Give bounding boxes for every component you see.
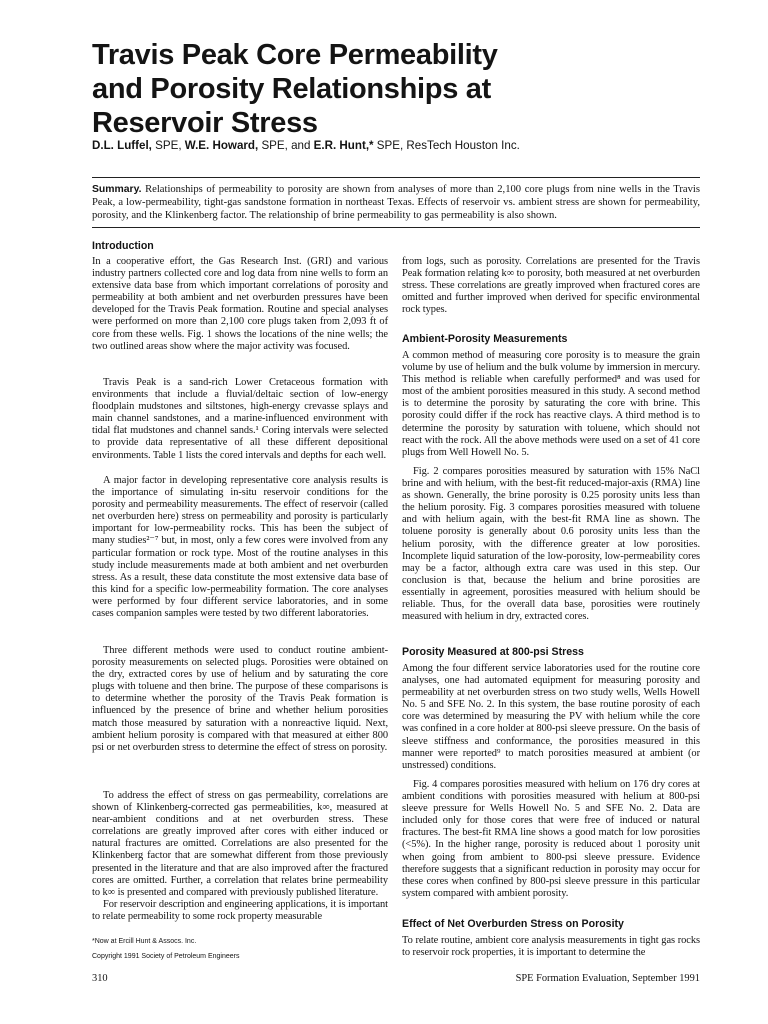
- net-overburden-paragraph-1: To relate routine, ambient core analysis measurements in tight gas rocks to reservoir rock properties, it is important to determine the: [402, 935, 700, 959]
- author-2-name: W.E. Howard,: [184, 139, 259, 152]
- right-paragraph-1: from logs, such as porosity. Correlations are presented for the Travis Peak formation relating k∞ to porosity, both measured at net overburden stress. These correlations are greatly improved when fractured cores are omitted and further improved when derived for specific environmental rock types.: [402, 256, 700, 316]
- summary: [92, 183, 700, 223]
- heading-introduction: Introduction: [92, 240, 154, 252]
- intro-paragraph-6: For reservoir description and engineering applications, it is important to relate permeability to some rock property measurable: [92, 899, 388, 923]
- summary-bottom-rule: [92, 227, 700, 228]
- footnote: *Now at Ercill Hunt & Assocs. Inc.: [92, 938, 197, 945]
- intro-paragraph-5: To address the effect of stress on gas permeability, correlations are shown of Klinkenberg-corrected gas permeabilities, k∞, measured at near-ambient conditions and at net overburden stress. These correlations are greatly improved after cores with either induced or natural fractures are omitted. Correlations are also presented for the Klinkenberg factor that are somewhat different from those previously presented in the literature and that are also improved after the fractured cores are omitted. Further, a correlation that relates brine permeability to k∞ is presented and compared with previously published literature.: [92, 790, 388, 898]
- intro-paragraph-2: Travis Peak is a sand-rich Lower Cretaceous formation with environments that include a fluvial/deltaic section of low-energy floodplain mudstones and siltstones, high-energy crevasse splays and main channel sandstones, and a marine-influenced environment with tidal flat mudstones and channel sands.¹ Coring intervals were selected to provide data representative of all these different depositional environments. Table 1 lists the cored intervals and depths for each well.: [92, 377, 388, 461]
- ambient-paragraph-1: A common method of measuring core porosity is to measure the grain volume by use of helium and the bulk volume by immersion in mercury. This method is reliable when carefully performed⁸ and was used for most of the ambient porosities measured in this study. A second method is to determine the porosity by saturating the core with brine. This porosity could differ if the rock has reactive clays. A third method is to determine the porosity by saturation with toluene, which should not react with the rock. All the above methods were used on a set of 41 core plugs from Well Howell No. 5.: [402, 350, 700, 458]
- heading-porosity-800psi: Porosity Measured at 800-psi Stress: [402, 646, 584, 658]
- author-line: [92, 139, 732, 152]
- paper-title: [92, 38, 732, 140]
- title-line-1: Travis Peak Core Permeability: [92, 39, 498, 71]
- author-2-affiliation: SPE, and: [258, 139, 314, 152]
- author-1-affiliation: SPE,: [151, 139, 185, 152]
- journal-footer: SPE Formation Evaluation, September 1991: [515, 973, 700, 984]
- heading-net-overburden: Effect of Net Overburden Stress on Porosity: [402, 918, 624, 930]
- title-line-3: Reservoir Stress: [92, 107, 318, 139]
- author-3-affiliation: SPE, ResTech Houston Inc.: [373, 139, 520, 152]
- page-number: 310: [92, 973, 108, 984]
- heading-ambient-porosity: Ambient-Porosity Measurements: [402, 333, 568, 345]
- ambient-paragraph-2: Fig. 2 compares porosities measured by saturation with 15% NaCl brine and with helium, with the best-fit reduced-major-axis (RMA) line as shown. Generally, the brine porosity is 0.25 porosity units less than the helium porosity. Fig. 3 compares porosities measured with toluene and with helium again, with the best-fit RMA line as shown. The toluene porosity is generally about 0.6 porosity units less than the helium porosity, with the difference greater at low porosities. Incomplete liquid saturation of the low-porosity, low-permeability cores may be a factor, although extra care was used in this step. Our conclusion is that, because the helium and brine porosities are essentially in agreement, porosities measured with helium should be reliable. Thus, for the overall data base, porosities were routinely measured with helium in dry, extracted cores.: [402, 466, 700, 623]
- author-1-name: D.L. Luffel,: [92, 139, 152, 152]
- summary-text: Relationships of permeability to porosity are shown from analyses of more than 2,100 core plugs from nine wells in the Travis Peak, a low-permeability, tight-gas sandstone formation in northeast Texas. Effects of reservoir vs. ambient stress are shown for permeability, porosity, and the Klinkenberg factor. The relationship of brine permeability to gas permeability is also shown.: [92, 184, 700, 222]
- summary-top-rule: [92, 177, 700, 178]
- copyright-notice: Copyright 1991 Society of Petroleum Engineers: [92, 953, 240, 960]
- author-3-name: E.R. Hunt,*: [313, 139, 374, 152]
- porosity-800-paragraph-2: Fig. 4 compares porosities measured with helium on 176 dry cores at ambient conditions with porosities measured with helium at 800-psi sleeve pressure for Wells Howell No. 5 and SFE No. 2. Data are included only for those cores that were free of induced or natural fractures. The best-fit RMA line shows a good match for low porosities (<5%). In the higher range, porosity is reduced about 1 porosity unit when going from ambient to 800-psi sleeve pressure. Evidence therefore suggests that a significant reduction in porosity may occur for these cores when confined by 800-psi sleeve pressure in this particular system compared with ambient porosity.: [402, 779, 700, 899]
- summary-label: Summary.: [92, 184, 142, 195]
- porosity-800-paragraph-1: Among the four different service laboratories used for the routine core analyses, one had automated equipment for measuring porosity and permeability at net overburden stress on two study wells, Wells Howell No. 5 and SFE No. 2. In this system, the base routine porosity of each core was determined by measuring the PV with helium while the core was confined in a core holder at 800-psi sleeve pressure. On the basis of sleeve stiffness and conformance, the porosities measured in this manner were reported⁹ to match porosities measured at ambient (or unstressed) conditions.: [402, 663, 700, 771]
- intro-paragraph-1: In a cooperative effort, the Gas Research Inst. (GRI) and various industry partners collected core and log data from nine wells to form an extensive data base from which important correlations of porosity and permeability at both ambient and net overburden pressures have been developed for the Travis Peak formation. Routine and special analyses were performed on more than 2,100 core plugs taken from 2,093 ft of core from these wells. Fig. 1 shows the locations of the nine wells; the two outlined areas show where the major activity was focused.: [92, 256, 388, 352]
- intro-paragraph-4: Three different methods were used to conduct routine ambient-porosity measurements on selected plugs. Porosities were obtained on the dry, extracted cores by use of helium and by saturating the core plugs with toluene and then brine. The purpose of these comparisons is to determine whether the porosity of the Travis Peak formation is influenced by the presence of brine and whether helium porosities match those measured by saturation with a nonreactive liquid. Next, ambient helium porosity is compared with that measured at either 800 psi or net overburden stress to determine the effect of stress on porosity.: [92, 645, 388, 753]
- title-line-2: and Porosity Relationships at: [92, 73, 491, 105]
- intro-paragraph-3: A major factor in developing representative core analysis results is the importance of simulating in-situ reservoir conditions for the porosity and permeability measurements. The effect of reservoir (called net overburden here) stress on permeability and porosity is particularly important for low-permeability rocks. This has been the subject of many studies²⁻⁷ but, in most, only a few cores were involved from any particular formation or rock type. Most of the routine analyses in this study include measurements made at both ambient and net overburden stress. As a result, these data constitute the most extensive data base of this kind for a specific low-permeability formation. The core analyses were performed by four different service laboratories, and in some cases companion samples were tested by two different laboratories.: [92, 475, 388, 620]
